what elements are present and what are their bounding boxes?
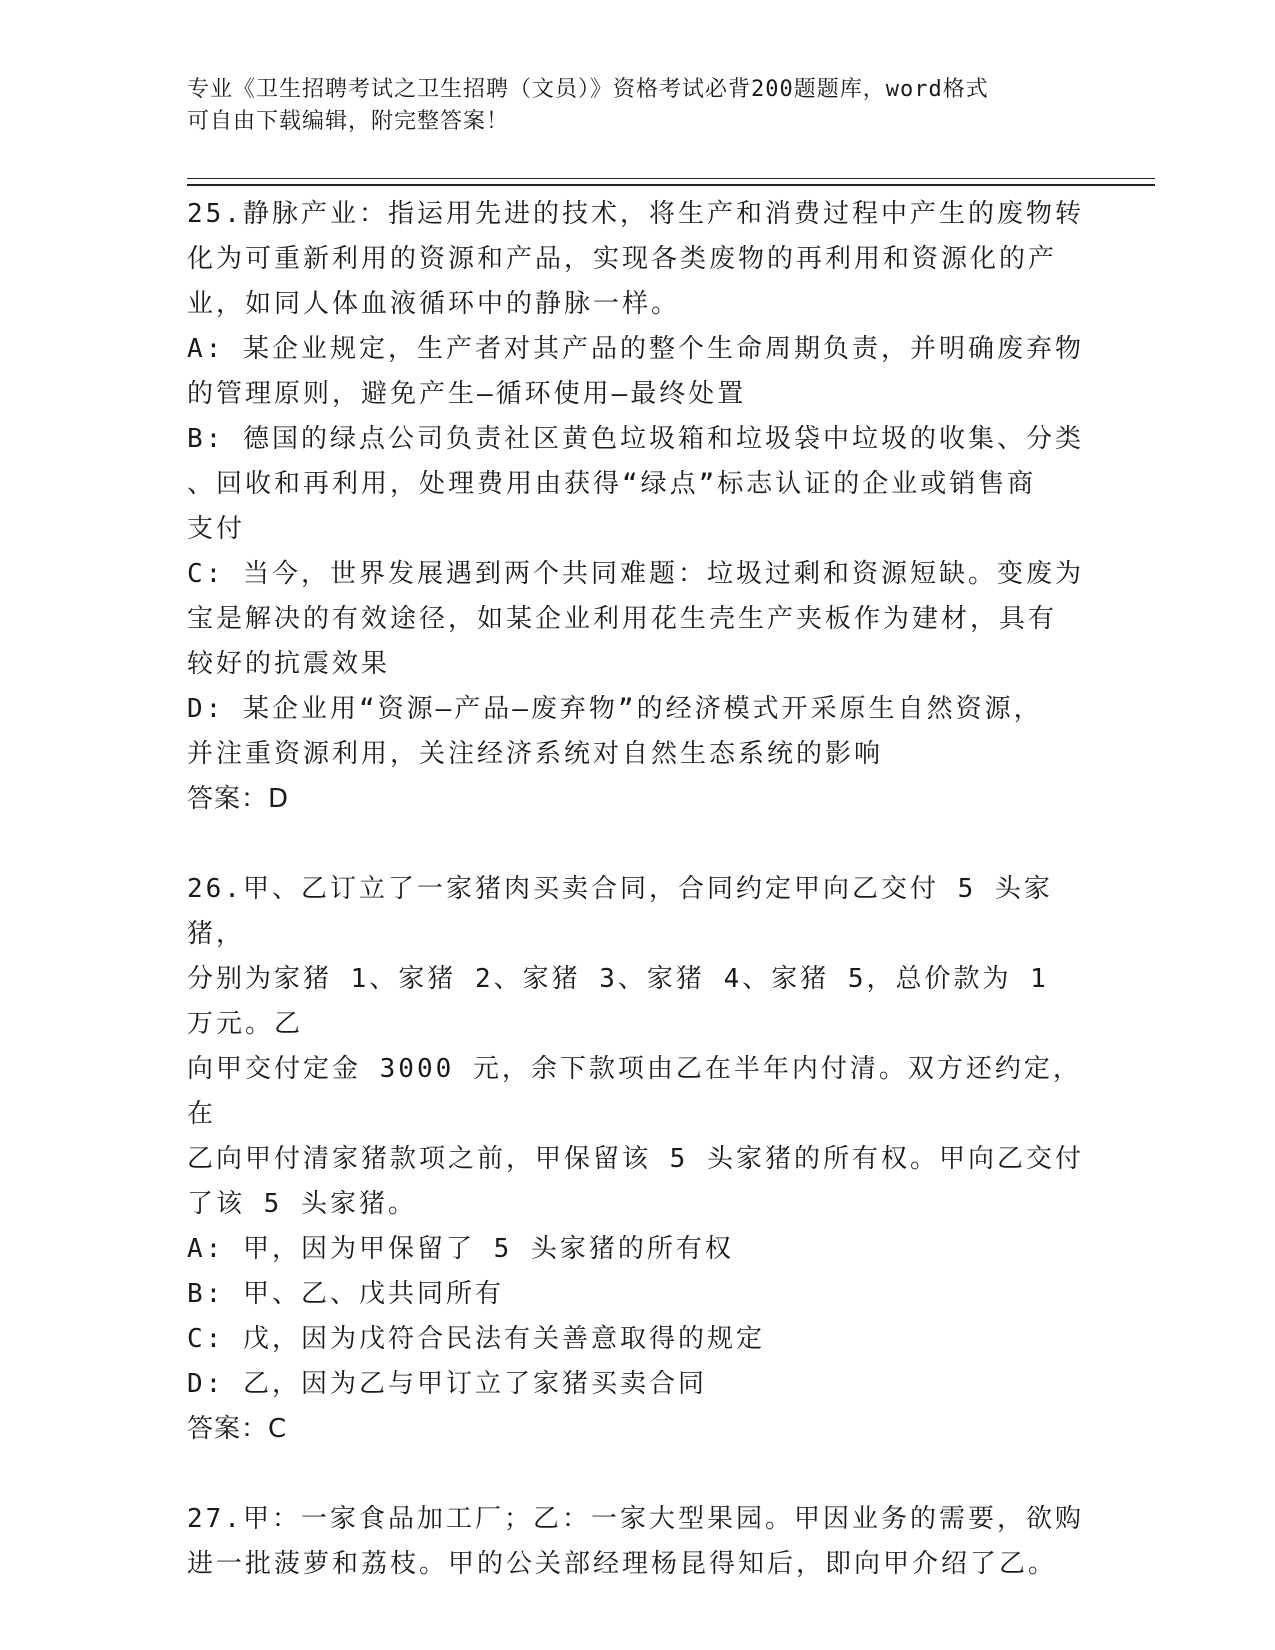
option-line: B: 甲、乙、戊共同所有 xyxy=(187,1279,504,1309)
question-stem-line: 进一批菠萝和荔枝。甲的公关部经理杨昆得知后，即向甲介绍了乙。 xyxy=(187,1549,1058,1579)
header-line-1: 专业《卫生招聘考试之卫生招聘（文员）》资格考试必背200题题库，word格式 xyxy=(187,77,989,102)
document-header xyxy=(187,74,1087,138)
question-stem-line: 27.甲：一家食品加工厂；乙：一家大型果园。甲因业务的需要，欲购 xyxy=(187,1504,1084,1534)
header-divider-thin xyxy=(187,178,1155,179)
option-line: 支付 xyxy=(187,514,246,544)
question-25 xyxy=(187,192,1087,822)
option-line: D: 乙，因为乙与甲订立了家猪买卖合同 xyxy=(187,1369,707,1399)
option-line: 并注重资源利用，关注经济系统对自然生态系统的影响 xyxy=(187,739,884,769)
question-stem-line: 26.甲、乙订立了一家猪肉买卖合同，合同约定甲向乙交付 5 头家猪， xyxy=(187,874,1053,949)
option-line: D: 某企业用“资源—产品—废弃物”的经济模式开采原生自然资源， xyxy=(187,694,1043,724)
question-stem-line: 向甲交付定金 3000 元，余下款项由乙在半年内付清。双方还约定，在 xyxy=(187,1054,1082,1129)
answer-label: 答案：C xyxy=(187,1414,288,1444)
question-stem-line: 了该 5 头家猪。 xyxy=(187,1189,417,1219)
question-26 xyxy=(187,867,1087,1452)
question-stem-line: 化为可重新利用的资源和产品，实现各类废物的再利用和资源化的产 xyxy=(187,244,1058,274)
question-stem-line: 乙向甲付清家猪款项之前，甲保留该 5 头家猪的所有权。甲向乙交付 xyxy=(187,1144,1084,1174)
spacer xyxy=(187,822,1087,867)
option-line: 、回收和再利用，处理费用由获得“绿点”标志认证的企业或销售商 xyxy=(187,469,1037,499)
question-stem-line: 分别为家猪 1、家猪 2、家猪 3、家猪 4、家猪 5，总价款为 1 万元。乙 xyxy=(187,964,1049,1039)
question-list xyxy=(187,192,1087,1587)
header-divider-thick xyxy=(187,184,1155,186)
option-line: A: 某企业规定，生产者对其产品的整个生命周期负责，并明确废弃物 xyxy=(187,334,1084,364)
spacer xyxy=(187,1452,1087,1497)
option-line: 的管理原则，避免产生—循环使用—最终处置 xyxy=(187,379,747,409)
option-line: 宝是解决的有效途径，如某企业利用花生壳生产夹板作为建材，具有 xyxy=(187,604,1058,634)
option-line: A: 甲，因为甲保留了 5 头家猪的所有权 xyxy=(187,1234,734,1264)
question-27 xyxy=(187,1497,1087,1587)
option-line: C: 当今，世界发展遇到两个共同难题：垃圾过剩和资源短缺。变废为 xyxy=(187,559,1084,589)
option-line: C: 戊，因为戊符合民法有关善意取得的规定 xyxy=(187,1324,765,1354)
option-line: B: 德国的绿点公司负责社区黄色垃圾箱和垃圾袋中垃圾的收集、分类 xyxy=(187,424,1084,454)
question-stem-line: 业，如同人体血液循环中的静脉一样。 xyxy=(187,289,681,319)
header-line-2: 可自由下载编辑，附完整答案！ xyxy=(187,109,510,134)
answer-label: 答案：D xyxy=(187,784,290,814)
option-line: 较好的抗震效果 xyxy=(187,649,391,679)
question-stem-line: 25.静脉产业：指运用先进的技术，将生产和消费过程中产生的废物转 xyxy=(187,199,1084,229)
